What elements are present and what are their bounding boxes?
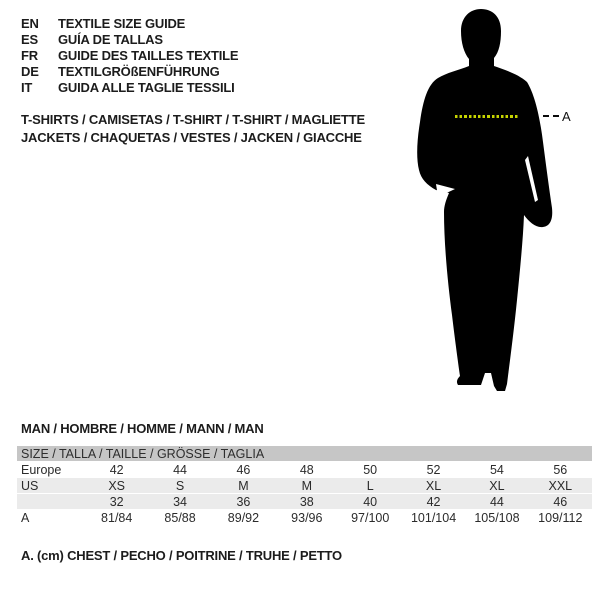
table-cell: M [212, 478, 275, 494]
table-cell: XS [85, 478, 148, 494]
measure-label-a: A [562, 109, 571, 124]
table-cell: S [148, 478, 211, 494]
category-jackets: JACKETS / CHAQUETAS / VESTES / JACKEN / GIACCHE [21, 130, 362, 145]
language-code: EN [21, 16, 39, 31]
table-cell: 93/96 [275, 510, 338, 526]
row-label: A [17, 510, 85, 526]
language-title: GUIDE DES TAILLES TEXTILE [58, 48, 239, 63]
table-cell: 38 [275, 494, 338, 510]
table-cell: 56 [529, 462, 592, 478]
table-cell: M [275, 478, 338, 494]
table-cell: 46 [529, 494, 592, 510]
table-cell: 48 [275, 462, 338, 478]
language-title: GUÍA DE TALLAS [58, 32, 163, 47]
language-row [21, 48, 238, 64]
table-cell: 109/112 [529, 510, 592, 526]
table-cell: 105/108 [465, 510, 528, 526]
man-silhouette [400, 0, 580, 400]
table-row-us [17, 478, 592, 494]
category-list [21, 111, 365, 147]
language-code: IT [21, 80, 33, 95]
table-cell: 46 [212, 462, 275, 478]
table-cell: 81/84 [85, 510, 148, 526]
language-code: FR [21, 48, 38, 63]
language-list [21, 16, 238, 96]
language-row [21, 32, 238, 48]
table-row-chest-a [17, 510, 592, 526]
table-cell: 101/104 [402, 510, 465, 526]
language-row [21, 64, 238, 80]
footnote-chest: A. (cm) CHEST / PECHO / POITRINE / TRUHE / PETTO [21, 548, 342, 563]
table-cell: 50 [339, 462, 402, 478]
table-cell: 32 [85, 494, 148, 510]
table-cell: 36 [212, 494, 275, 510]
size-table-header: SIZE / TALLA / TAILLE / GRÖSSE / TAGLIA [17, 446, 592, 462]
section-title-man: MAN / HOMBRE / HOMME / MANN / MAN [21, 421, 264, 436]
table-cell: XXL [529, 478, 592, 494]
table-cell: 42 [402, 494, 465, 510]
language-title: TEXTILE SIZE GUIDE [58, 16, 186, 31]
row-label: US [17, 478, 85, 494]
chest-measure-line [455, 115, 518, 118]
size-table [17, 446, 592, 526]
language-code: DE [21, 64, 39, 79]
size-table-header-row [17, 446, 592, 462]
table-row-us-numeric [17, 494, 592, 510]
table-cell: 40 [339, 494, 402, 510]
language-row [21, 16, 238, 32]
table-cell: 44 [465, 494, 528, 510]
table-cell: 89/92 [212, 510, 275, 526]
category-tshirts: T-SHIRTS / CAMISETAS / T-SHIRT / T-SHIRT / MAGLIETTE [21, 112, 365, 127]
table-cell: XL [465, 478, 528, 494]
table-cell: 34 [148, 494, 211, 510]
row-label [17, 494, 85, 510]
measure-connector-dashes [543, 115, 559, 117]
table-cell: 52 [402, 462, 465, 478]
table-cell: 42 [85, 462, 148, 478]
table-cell: 54 [465, 462, 528, 478]
language-title: GUIDA ALLE TAGLIE TESSILI [58, 80, 235, 95]
language-title: TEXTILGRÖßENFÜHRUNG [58, 64, 220, 79]
table-cell: 44 [148, 462, 211, 478]
table-cell: 85/88 [148, 510, 211, 526]
language-row [21, 80, 238, 96]
table-row-europe [17, 462, 592, 478]
language-code: ES [21, 32, 38, 47]
table-cell: XL [402, 478, 465, 494]
table-cell: 97/100 [339, 510, 402, 526]
table-cell: L [339, 478, 402, 494]
row-label: Europe [17, 462, 85, 478]
